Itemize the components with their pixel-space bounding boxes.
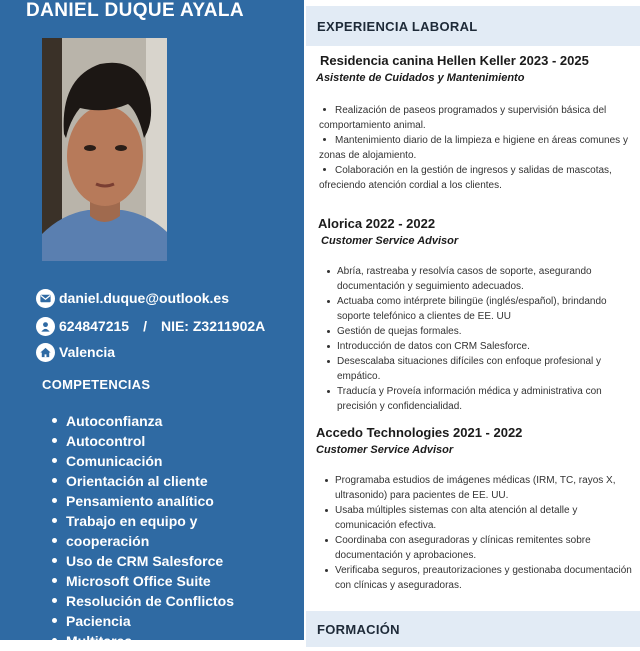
job-role: Customer Service Advisor bbox=[316, 444, 454, 456]
profile-photo-illustration bbox=[42, 38, 167, 261]
job-company: Alorica 2022 - 2022 bbox=[318, 216, 436, 231]
duty-item: Colaboración en la gestión de ingresos y salidas de mascotas, ofreciendo atención cordial a los clientes. bbox=[319, 165, 612, 191]
duty-item: Verificaba seguros, preautorizaciones y gestionaba documentación con clínicas y aseguradoras. bbox=[319, 563, 639, 593]
job-company: Accedo Technologies 2021 - 2022 bbox=[316, 425, 523, 440]
duty-item: Realización de paseos programados y supervisión básica del comportamiento animal. bbox=[319, 105, 607, 131]
bullet-icon bbox=[323, 168, 326, 171]
duty-item: Actuaba como intérprete bilingüe (inglés/español), brindando soporte telefónico a clientes de EE. UU bbox=[321, 294, 639, 324]
duty-item: Coordinaba con aseguradoras y clínicas remitentes sobre documentación y aprobaciones. bbox=[319, 533, 639, 563]
candidate-name: DANIEL DUQUE AYALA bbox=[26, 0, 244, 21]
job-company: Residencia canina Hellen Keller 2023 - 2025 bbox=[320, 53, 589, 68]
skill-item: Comunicación bbox=[52, 451, 300, 471]
skill-item: Paciencia bbox=[52, 611, 300, 631]
skills-heading: COMPETENCIAS bbox=[42, 377, 151, 392]
nie-text: NIE: Z3211902A bbox=[160, 318, 266, 334]
contact-city bbox=[36, 342, 115, 362]
main-content bbox=[304, 0, 640, 640]
job-role: Asistente de Cuidados y Mantenimiento bbox=[316, 72, 525, 84]
skill-item: Pensamiento analítico bbox=[52, 491, 300, 511]
duty-item: Programaba estudios de imágenes médicas (IRM, TC, rayos X, ultrasonido) para pacientes de EE. UU. bbox=[319, 473, 639, 503]
duty-item: Mantenimiento diario de la limpieza e higiene en áreas comunes y zonas de alojamiento. bbox=[319, 135, 628, 161]
skill-item: Orientación al cliente bbox=[52, 471, 300, 491]
skill-item: Autoconfianza bbox=[52, 411, 300, 431]
skill-item: Uso de CRM Salesforce bbox=[52, 551, 300, 571]
duty-item: Introducción de datos con CRM Salesforce. bbox=[321, 339, 639, 354]
phone-text: 624847215 bbox=[59, 318, 130, 334]
job-duties bbox=[321, 264, 639, 414]
duty-item: Abría, rastreaba y resolvía casos de soporte, asegurando documentación y seguimiento adecuados. bbox=[321, 264, 639, 294]
city-text: Valencia bbox=[59, 344, 116, 360]
skill-item: Resolución de Conflictos bbox=[52, 591, 300, 611]
contact-separator: / bbox=[143, 318, 147, 334]
email-icon bbox=[36, 289, 55, 308]
job-duties bbox=[319, 473, 639, 593]
skill-item: Trabajo en equipo y bbox=[52, 511, 300, 531]
duty-item: Traducía y Proveía información médica y administrativa con precisión y confidencialidad. bbox=[321, 384, 639, 414]
experience-heading: EXPERIENCIA LABORAL bbox=[306, 6, 640, 46]
duty-item: Desescalaba situaciones difíciles con enfoque profesional y empático. bbox=[321, 354, 639, 384]
home-icon bbox=[36, 343, 55, 362]
skills-list bbox=[52, 411, 300, 651]
profile-photo bbox=[42, 38, 167, 261]
duty-item: Gestión de quejas formales. bbox=[321, 324, 639, 339]
job-role: Customer Service Advisor bbox=[321, 235, 459, 247]
email-text[interactable]: daniel.duque@outlook.es bbox=[59, 290, 229, 306]
sidebar bbox=[0, 0, 304, 649]
skill-item: Microsoft Office Suite bbox=[52, 571, 300, 591]
skill-item: Autocontrol bbox=[52, 431, 300, 451]
bullet-icon bbox=[323, 108, 326, 111]
duty-item: Usaba múltiples sistemas con alta atención al detalle y comunicación efectiva. bbox=[319, 503, 639, 533]
job-duties bbox=[319, 103, 639, 193]
education-heading: FORMACIÓN bbox=[306, 611, 640, 647]
contact-email[interactable] bbox=[36, 288, 229, 308]
user-icon bbox=[36, 317, 55, 336]
bullet-icon bbox=[323, 138, 326, 141]
skill-item: cooperación bbox=[52, 531, 300, 551]
skill-item: Multitarea bbox=[52, 631, 300, 651]
contact-phone bbox=[36, 316, 265, 336]
